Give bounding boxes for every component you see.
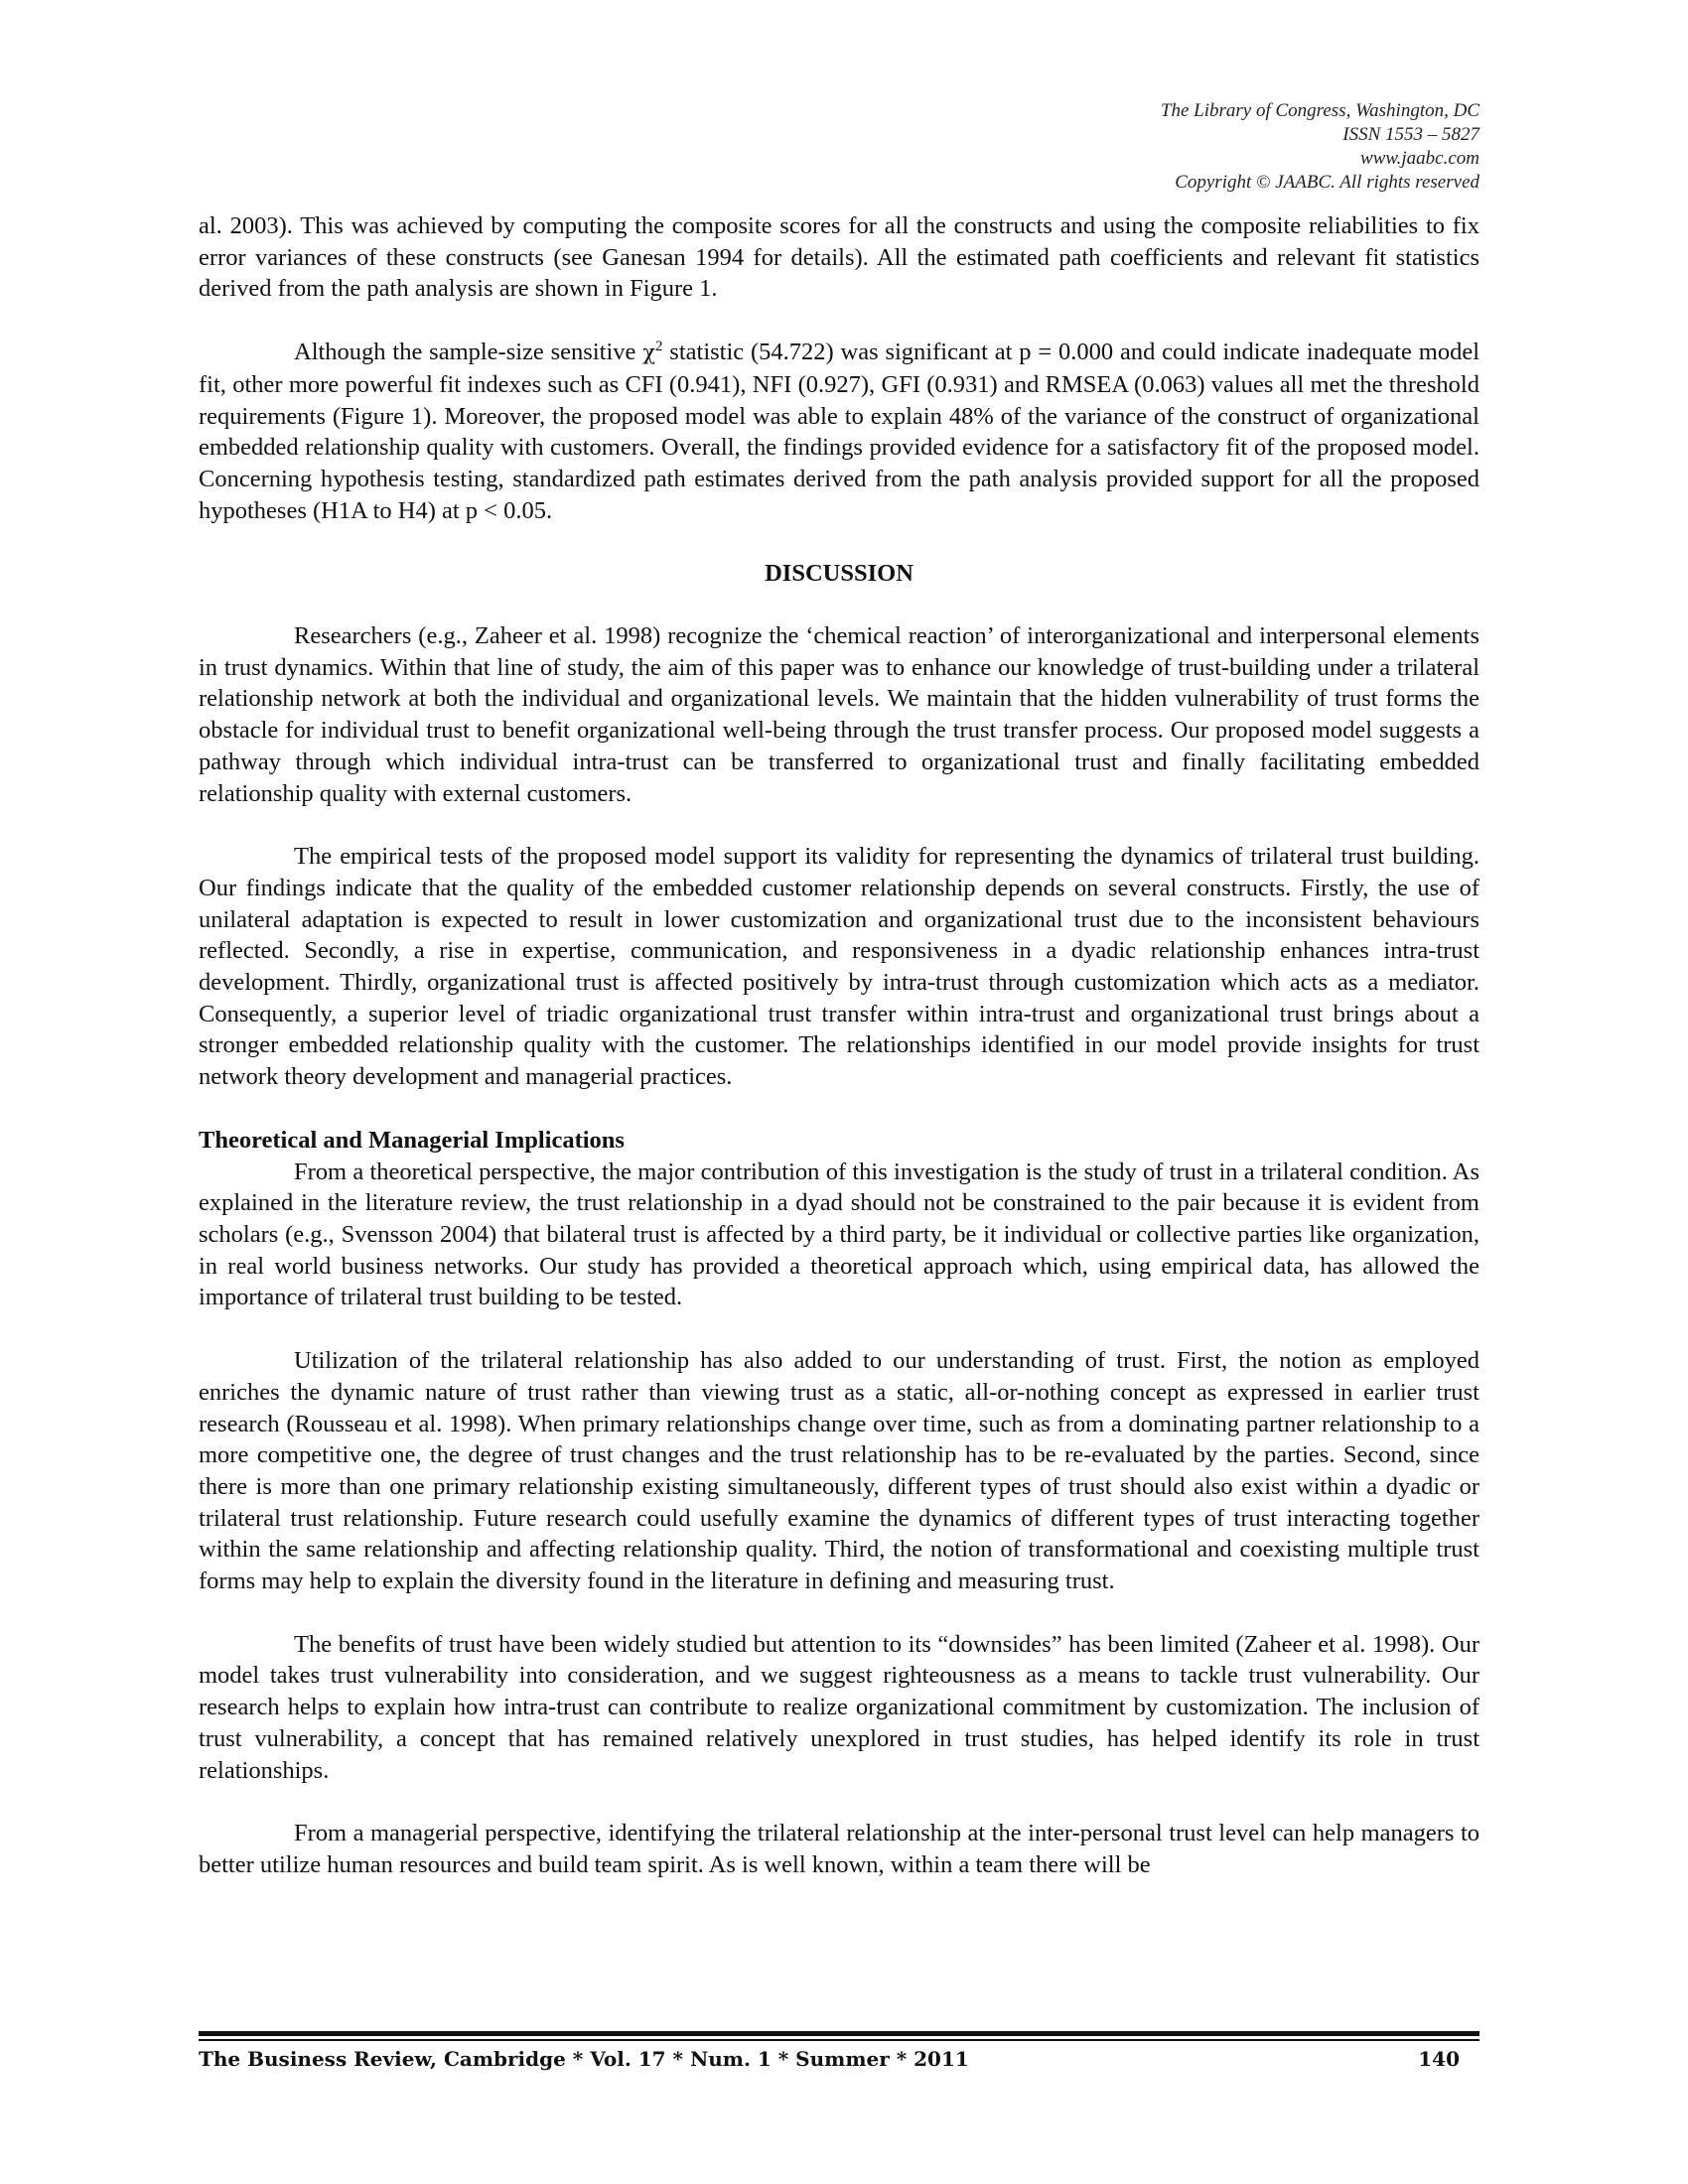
paragraph-fit-statistics <box>199 337 1479 526</box>
article-body <box>199 210 1479 1881</box>
paragraph-managerial: From a managerial perspective, identifying the trilateral relationship at the inter-personal trust level can help managers to better utilize human resources and build team spirit. As is well known, within a team there will be <box>199 1820 1479 1878</box>
page-footer <box>199 2047 1479 2077</box>
subheading-implications: Theoretical and Managerial Implications <box>199 1126 625 1154</box>
paragraph-trilateral: Utilization of the trilateral relationship has also added to our understanding of trust. First, the notion as employed enriches the dynamic nature of trust rather than viewing trust as a static, all-or-nothing concept as expressed in earlier trust research (Rousseau et al. 1998). When primary relationships change over time, such as from a dominating partner relationship to a more competitive one, the degree of trust changes and the trust relationship has to be re-evaluated by the parties. Second, since there is more than one primary relationship existing simultaneously, different types of trust should also exist within a dyadic or trilateral trust relationship. Future research could usefully examine the dynamics of different types of trust interacting together within the same relationship and affecting relationship quality. Third, the notion of transformational and coexisting multiple trust forms may help to explain the diversity found in the literature in defining and measuring trust. <box>199 1347 1479 1595</box>
chi-symbol: χ <box>642 341 655 365</box>
paragraph-discussion-intro: Researchers (e.g., Zaheer et al. 1998) recognize the ‘chemical reaction’ of interorganizational and interpersonal elements in trust dynamics. Within that line of study, the aim of this paper was to enhance our knowledge of trust-building under a trilateral relationship network at both the individual and organizational levels. We maintain that the hidden vulnerability of trust forms the obstacle for individual trust to benefit organizational well-being through the trust transfer process. Our proposed model suggests a pathway through which individual intra-trust can be transferred to organizational trust and finally facilitating embedded relationship quality with external customers. <box>199 622 1479 807</box>
footer-rule-thin <box>199 2039 1479 2041</box>
header-library: The Library of Congress, Washington, DC <box>1160 100 1479 121</box>
paragraph-theoretical: From a theoretical perspective, the major contribution of this investigation is the study of trust in a trilateral condition. As explained in the literature review, the trust relationship in a dyad should not be constrained to the pair because it is evident from scholars (e.g., Svensson 2004) that bilateral trust is affected by a third party, be it individual or collective parties like organization, in real world business networks. Our study has provided a theoretical approach which, using empirical data, has allowed the importance of trilateral trust building to be tested. <box>199 1158 1479 1311</box>
section-heading-discussion: DISCUSSION <box>765 560 914 588</box>
header-issn: ISSN 1553 – 5827 <box>1342 124 1479 145</box>
paragraph-continuation: al. 2003). This was achieved by computing the composite scores for all the constructs and using the composite reliabilities to fix error variances of these constructs (see Ganesan 1994 for details). All the estimated path coefficients and relevant fit statistics derived from the path analysis are shown in Figure 1. <box>199 212 1479 303</box>
footer-rule-thick <box>199 2031 1479 2036</box>
paragraph-fit-rest: statistic (54.722) was significant at p = 0.000 and could indicate inadequate model fit, other more powerful fit indexes such as CFI (0.941), NFI (0.927), GFI (0.931) and RMSEA (0.063) values all met the threshold requirements (Figure 1). Moreover, the proposed model was able to explain 48% of the variance of the construct of organizational embedded relationship quality with customers. Overall, the findings provided evidence for a satisfactory fit of the proposed model. Concerning hypothesis testing, standardized path estimates derived from the path analysis provided support for all the proposed hypotheses (H1A to H4) at p < 0.05. <box>199 339 1480 524</box>
journal-header <box>884 99 1479 195</box>
page-number: 140 <box>1418 2047 1460 2071</box>
header-copyright: Copyright © JAABC. All rights reserved <box>1175 172 1479 193</box>
paragraph-fit-prefix: Although the sample-size sensitive <box>294 339 643 366</box>
paragraph-benefits: The benefits of trust have been widely studied but attention to its “downsides” has been limited (Zaheer et al. 1998). Our model takes trust vulnerability into consideration, and we suggest righteousness as a means to tackle trust vulnerability. Our research helps to explain how intra-trust can contribute to realize organizational commitment by customization. The inclusion of trust vulnerability, a concept that has remained relatively unexplored in trust studies, has helped identify its role in trust relationships. <box>199 1630 1479 1784</box>
paragraph-empirical-tests: The empirical tests of the proposed model support its validity for representing the dynamics of trilateral trust building. Our findings indicate that the quality of the embedded customer relationship depends on several constructs. Firstly, the use of unilateral adaptation is expected to result in lower customization and organizational trust due to the inconsistent behaviours reflected. Secondly, a rise in expertise, communication, and responsiveness in a dyadic relationship enhances intra-trust development. Thirdly, organizational trust is affected positively by intra-trust through customization which acts as a mediator. Consequently, a superior level of triadic organizational trust transfer within intra-trust and organizational trust brings about a stronger embedded relationship quality with the customer. The relationships identified in our model provide insights for trust network theory development and managerial practices. <box>199 843 1479 1091</box>
header-website: www.jaabc.com <box>1360 148 1479 169</box>
chi-superscript: 2 <box>654 338 663 354</box>
footer-journal: The Business Review, Cambridge * Vol. 17 * Num. 1 * Summer * 2011 <box>199 2047 969 2071</box>
